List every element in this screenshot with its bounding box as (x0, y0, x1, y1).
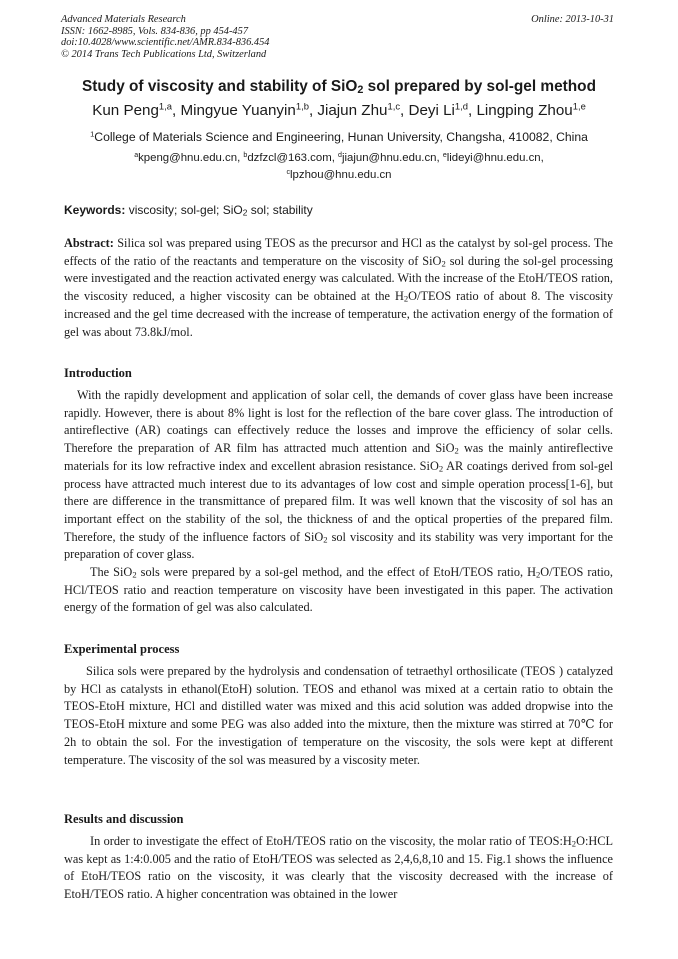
keywords-label: Keywords: (64, 203, 126, 217)
email-link[interactable]: dzfzcl@163.com, (247, 152, 339, 164)
introduction-text: With the rapidly development and application of solar cell, the demands of cover glass have been increase rapidly. However, there is about 8% light is lost for the reflection of the bare cover glass. The introduction of antireflective (AR) coatings can effectively reduce the losses and improve the efficiency of solar cells. Therefore the preparation of AR film has attracted much attention and SiO$_2$ was the mainly antireflective materials for its low refractive index and excellent abrasion resistance. SiO$_2$ AR coatings derived from sol-gel process have attracted much interest due to its advantages of low cost and simple operation process[1-6], but there are difference in the transmittance of prepared film. It was well known that the viscosity of sol has an important effect on the stability of the sol, the thickness of and the optical properties of the prepared film. Therefore, the study of the influence factors of SiO$_2$ sol viscosity and its stability was very important for the preparation of cover glass. The SiO$_2$ sols were prepared by a sol-gel method, and the effect of EtoH/TEOS ratio, $H_2O$/TEOS ratio, HCl/TEOS ratio and reaction temperature on viscosity have been investigated in this paper. The activation energy of the formation of gel was also calculated. (64, 388, 614, 615)
author-emails: $^a$kpeng@hnu.edu.cn, $^b$dzfzcl@163.com, $^d$jiajun@hnu.edu.cn, $^e$lideyi@hnu.edu.cn, $^c$lpzhou@hnu.edu.cn (134, 151, 544, 181)
author: Jiajun Zhu$^{1,c}$, (317, 100, 409, 119)
journal-name: Advanced Materials Research (61, 14, 186, 25)
doi: doi:10.4028/www.scientific.net/AMR.834-836.454 (61, 37, 270, 49)
author: Kun Peng$^{1,a}$, (92, 100, 181, 119)
affiliation: $^1$College of Materials Science and Engineering, Hunan University, Changsha, 410082, China (90, 129, 588, 144)
abstract: Abstract: Silica sol was prepared using TEOS as the precursor and HCl as the catalyst by sol-gel process. The effects of the ratio of the reactants and temperature on the viscosity of SiO$_2$ sol during the sol-gel processing were investigated and the reaction activated energy was calculated. With the increase of the EtoH/TEOS ration, the viscosity reduced, a higher viscosity can be obtained at the $H_2O$/TEOS ratio of about 8. The viscosity increased and the gel time decreased with the increase of temperature, the activation energy of the formation of gel was about 73.8kJ/mol. (64, 236, 613, 339)
author: Mingyue Yuanyin$^{1,b}$, (180, 100, 318, 119)
copyright: © 2014 Trans Tech Publications Ltd, Switzerland (61, 48, 267, 60)
email-link[interactable]: lpzhou@hnu.edu.cn (290, 169, 392, 181)
section-heading-results: Results and discussion (64, 812, 184, 826)
paper-title: Study of viscosity and stability of SiO$_2$ sol prepared by sol-gel method (82, 78, 596, 97)
abstract-label: Abstract: (64, 236, 114, 250)
email-link[interactable]: lideyi@hnu.edu.cn, (446, 152, 544, 164)
author-list (0, 102, 678, 119)
keywords: Keywords: viscosity; sol-gel; SiO$_2$ sol; stability (64, 203, 313, 218)
section-heading-introduction: Introduction (64, 366, 132, 380)
results-text: In order to investigate the effect of EtoH/TEOS ratio on the viscosity, the molar ratio of $TEOS:H_2O:HCL$ was kept as 1:4:0.005 and the ratio of EtoH/TEOS was selected as 2,4,6,8,10 and 15. Fig.1 shows the influence of EtoH/TEOS ratio on the viscosity, it was clearly that the viscosity decreased with the increase of EtoH/TEOS ratio. A higher concentration was obtained in the lower (64, 834, 613, 902)
email-link[interactable]: kpeng@hnu.edu.cn, (138, 152, 244, 164)
email-link[interactable]: jiajun@hnu.edu.cn, (341, 152, 443, 164)
online-date: Online: 2013-10-31 (531, 14, 614, 25)
experimental-text: Silica sols were prepared by the hydrolysis and condensation of tetraethyl orthosilicate (TEOS ) catalyzed by HCl as catalysts in ethanol(EtoH) solution. TEOS and ethanol was mixed at a certain ratio to obtain the TEOS-EtoH mixture, HCl and distilled water was mixed and this acid solution was added dropwise into the TEOS-EtoH mixture and some PEG was also added into the mixture, then the mixture was stirred at 70℃ for 2h to obtain the sol. For the investigation of temperature on the viscosity, the sols were kept at different temperature. The viscosity of the sol was measured by a viscosity meter. (64, 664, 613, 767)
author: Deyi Li$^{1,d}$, (408, 100, 477, 119)
author: Lingping Zhou$^{1,e}$ (476, 100, 586, 119)
journal-header (61, 14, 269, 60)
issn: ISSN: 1662-8985, Vols. 834-836, pp 454-457 (61, 25, 249, 37)
section-heading-experimental: Experimental process (64, 642, 180, 656)
